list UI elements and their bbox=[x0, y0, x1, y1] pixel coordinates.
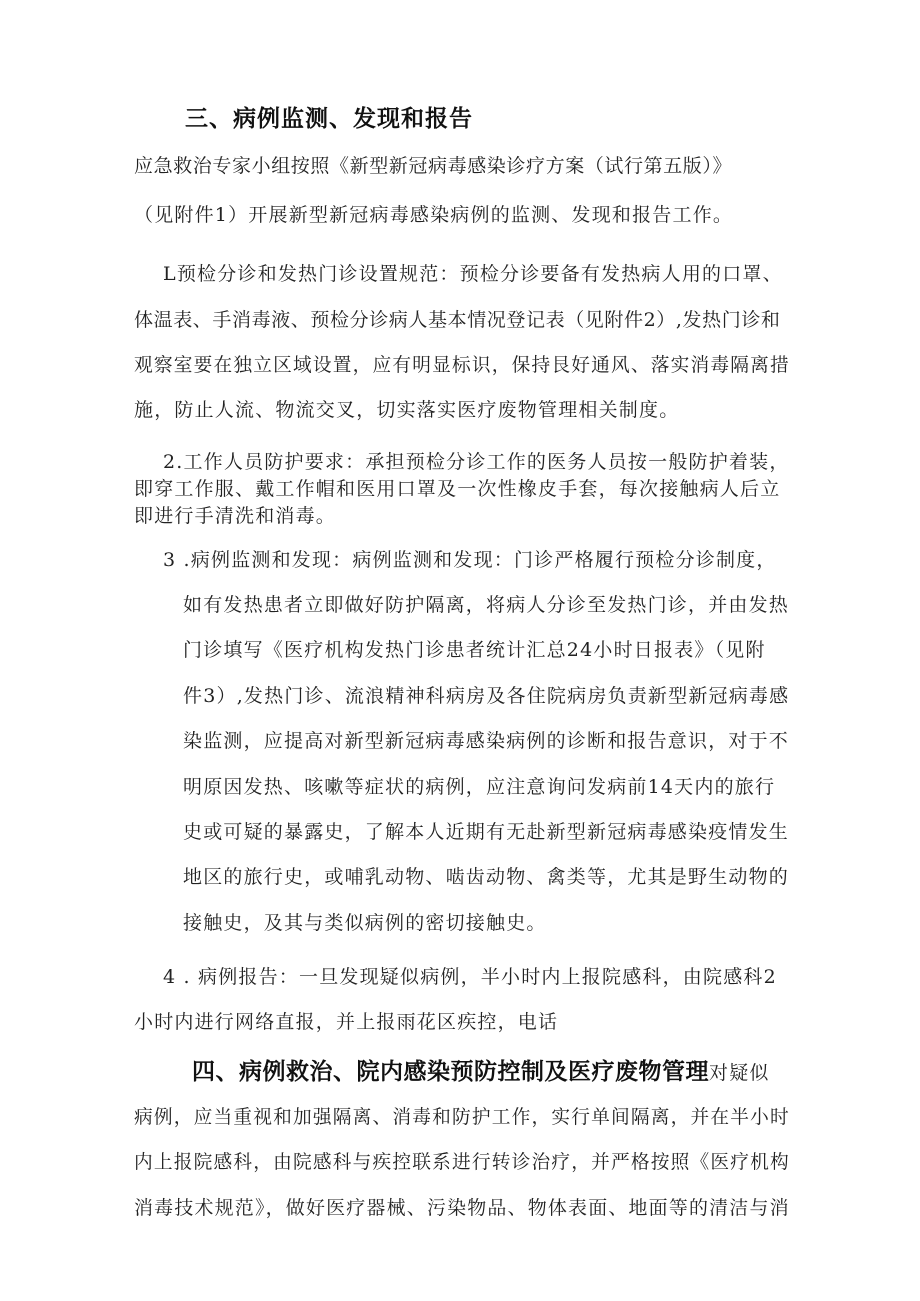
item-1-line-1: L预检分诊和发热门诊设置规范：预检分诊要备有发热病人用的口罩、 bbox=[163, 263, 783, 285]
item-3-line-7: 史或可疑的暴露史，了解本人近期有无赴新型新冠病毒感染疫情发生 bbox=[183, 821, 790, 843]
section-3-intro-line-1: 应急救治专家小组按照《新型新冠病毒感染诊疗方案（试行第五版）》 bbox=[134, 155, 733, 177]
item-4-line-1: 4 . 病例报告：一旦发现疑似病例，半小时内上报院感科，由院感科2 bbox=[163, 966, 777, 988]
section-4-heading: 四、病例救治、院内感染预防控制及医疗废物管理 bbox=[192, 1059, 709, 1085]
section-4-heading-row bbox=[192, 1053, 770, 1086]
section-3-intro-line-2: （见附件1）开展新型新冠病毒感染病例的监测、发现和报告工作。 bbox=[134, 204, 734, 226]
item-3-line-1: 3 .病例监测和发现：病例监测和发现：门诊严格履行预检分诊制度， bbox=[163, 549, 777, 571]
item-4-line-2: 小时内进行网络直报，并上报雨花区疾控，电话 bbox=[134, 1011, 559, 1033]
section-4-line-3: 消毒技术规范》，做好医疗器械、污染物品、物体表面、地面等的清洁与消 bbox=[134, 1197, 790, 1219]
item-2-line-1: 2.工作人员防护要求：承担预检分诊工作的医务人员按一般防护着装， bbox=[163, 451, 790, 473]
item-3-line-5: 染监测，应提高对新型新冠病毒感染病例的诊断和报告意识，对于不 bbox=[183, 730, 790, 752]
section-4-line-1: 病例，应当重视和加强隔离、消毒和防护工作，实行单间隔离，并在半小时 bbox=[134, 1106, 790, 1128]
item-3-line-2: 如有发热患者立即做好防护隔离，将病人分诊至发热门诊，并由发热 bbox=[183, 594, 790, 616]
item-3-line-8: 地区的旅行史，或哺乳动物、啮齿动物、禽类等，尤其是野生动物的 bbox=[183, 866, 790, 888]
item-3-line-3: 门诊填写《医疗机构发热门诊患者统计汇总24小时日报表》（见附 bbox=[183, 639, 766, 661]
item-3-line-9: 接触史，及其与类似病例的密切接触史。 bbox=[183, 912, 547, 934]
item-1-line-4: 施，防止人流、物流交叉，切实落实医疗废物管理相关制度。 bbox=[134, 399, 680, 421]
section-4-line-2: 内上报院感科，由院感科与疾控联系进行转诊治疗，并严格按照《医疗机构 bbox=[134, 1151, 790, 1173]
item-1-line-3: 观察室要在独立区域设置，应有明显标识，保持艮好通风、落实消毒隔离措 bbox=[134, 354, 790, 376]
item-1-line-2: 体温表、手消毒液、预检分诊病人基本情况登记表（见附件2）,发热门诊和 bbox=[134, 309, 781, 331]
section-3-heading: 三、病例监测、发现和报告 bbox=[185, 106, 473, 132]
item-3-line-6: 明原因发热、咳嗽等症状的病例，应注意询问发病前14天内的旅行 bbox=[183, 776, 776, 798]
item-2-line-2: 即穿工作服、戴工作帽和医用口罩及一次性橡皮手套，每次接触病人后立 bbox=[134, 478, 781, 500]
item-3-line-4: 件3）,发热门诊、流浪精神科病房及各住院病房负责新型新冠病毒感 bbox=[183, 685, 790, 707]
section-4-heading-tail: 对疑似 bbox=[709, 1062, 770, 1084]
item-2-line-3: 即进行手清洗和消毒。 bbox=[134, 505, 337, 527]
